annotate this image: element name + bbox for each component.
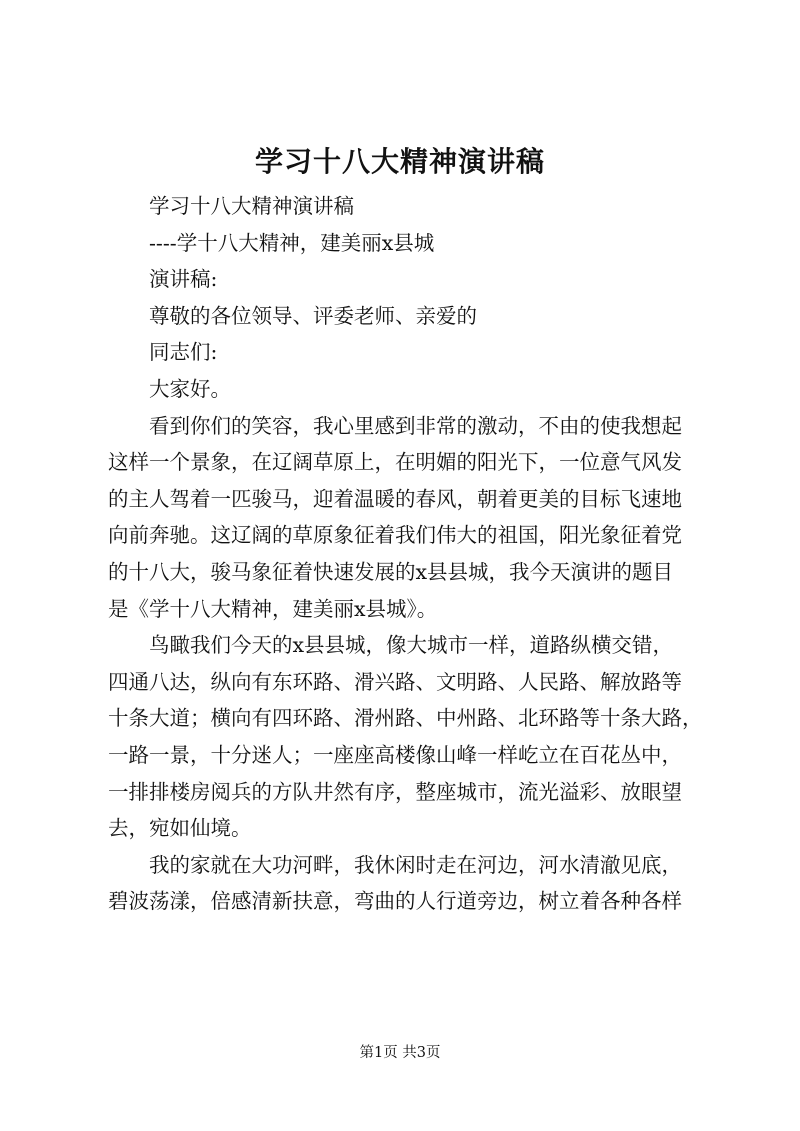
paragraph-2-line-5: 一排排楼房阅兵的方队井然有序，整座城市，流光溢彩、放眼望 — [108, 779, 682, 804]
paragraph-1-line-1: 看到你们的笑容，我心里感到非常的激动，不由的使我想起 — [149, 413, 682, 438]
salutation-line-2: 同志们: — [149, 340, 218, 365]
paragraph-3-line-2: 碧波荡漾，倍感清新扶意，弯曲的人行道旁边，树立着各种各样 — [108, 889, 682, 914]
paragraph-1 — [108, 408, 708, 628]
paragraph-2-line-2: 四通八达，纵向有东环路、滑兴路、文明路、人民路、解放路等 — [108, 669, 682, 694]
page-footer: 第1页 共3页 — [359, 1045, 441, 1061]
greeting-line: 大家好。 — [149, 376, 231, 401]
paragraph-3 — [108, 847, 708, 920]
subtitle-line: 学习十八大精神演讲稿 — [149, 194, 354, 218]
paragraph-1-line-5: 的十八大，骏马象征着快速发展的x县县城，我今天演讲的题目 — [108, 559, 674, 584]
paragraph-3-line-1: 我的家就在大功河畔，我休闲时走在河边，河水清澈见底， — [149, 852, 682, 877]
document-title: 学习十八大精神演讲稿 — [254, 145, 545, 178]
paragraph-1-line-6: 是《学十八大精神，建美丽x县城》。 — [108, 596, 438, 621]
document-body — [108, 188, 708, 920]
paragraph-2-line-6: 去，宛如仙境。 — [108, 816, 252, 841]
label-line: 演讲稿: — [149, 267, 218, 292]
paragraph-1-line-4: 向前奔驰。这辽阔的草原象征着我们伟大的祖国，阳光象征着党 — [108, 523, 682, 548]
paragraph-2-line-1: 鸟瞰我们今天的x县县城，像大城市一样，道路纵横交错， — [149, 633, 674, 658]
paragraph-2-line-4: 一路一景，十分迷人；一座座高楼像山峰一样屹立在百花丛中， — [108, 742, 682, 767]
slogan-line: ----学十八大精神，建美丽x县城 — [149, 230, 435, 255]
paragraph-1-line-2: 这样一个景象，在辽阔草原上，在明媚的阳光下，一位意气风发 — [108, 450, 682, 475]
salutation-line-1: 尊敬的各位领导、评委老师、亲爱的 — [149, 303, 477, 328]
paragraph-2 — [108, 627, 708, 847]
paragraph-1-line-3: 的主人驾着一匹骏马，迎着温暖的春风，朝着更美的目标飞速地 — [108, 486, 682, 511]
paragraph-2-line-3: 十条大道；横向有四环路、滑州路、中州路、北环路等十条大路， — [108, 706, 703, 731]
